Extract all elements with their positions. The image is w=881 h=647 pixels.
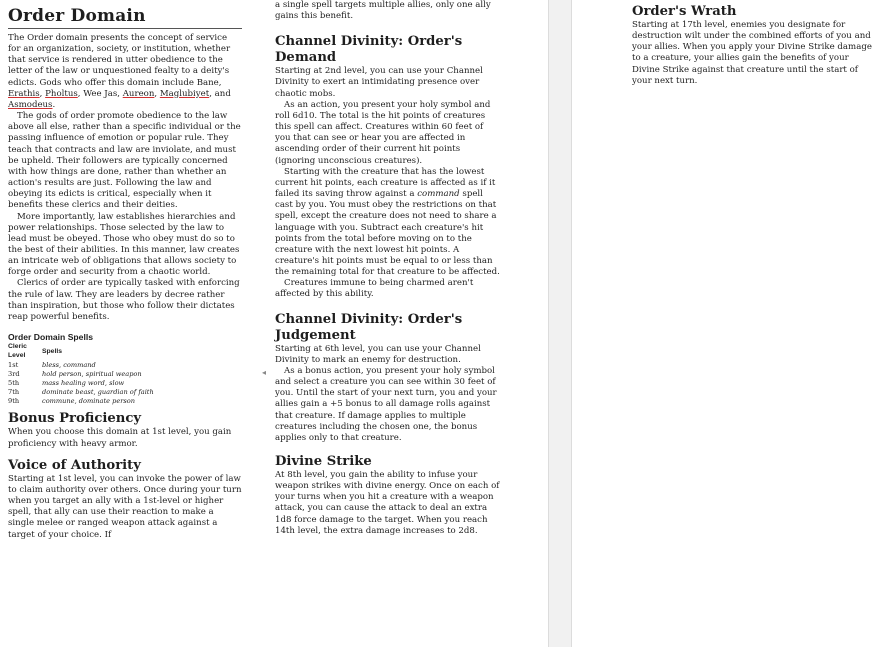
col-header-spells: Spells xyxy=(42,347,63,355)
text-cursor-marker: ◂ xyxy=(262,368,267,377)
section-heading-orders-judgement: Channel Divinity: Order's Judgement xyxy=(275,311,463,343)
page-title: Order Domain xyxy=(8,6,242,29)
god-name-spellcheck: Erathis xyxy=(8,88,40,99)
spell-level: 5th xyxy=(8,378,20,387)
orders-demand-paragraph-3: Starting with the creature that has the lowest current hit points, each creature is affected as if it failed its saving throw against a command spell cast by you. You must obey the restrictions on that spell, except the creature does not need to share a language with you. Subtract each creature's hit points from the total before moving on to the creature with the next lowest hit points. A creature's hit points must be equal to or less than the remaining total for that creature to be affected. xyxy=(275,166,500,278)
section-heading-divine-strike: Divine Strike xyxy=(275,454,372,469)
spells-heading: Order Domain Spells xyxy=(8,332,94,343)
col-header-level: Cleric Level xyxy=(8,343,27,359)
spell-list: dominate beast, guardian of faith xyxy=(42,387,154,396)
table-row xyxy=(8,370,162,379)
orders-demand-paragraph-4: Creatures immune to being charmed aren't affected by this ability. xyxy=(275,278,474,300)
orders-demand-paragraph-2: As an action, you present your holy symbol and roll 6d10. The total is the hit points of creatures this spell can affect. Creatures within 60 feet of you that can see or hear you are affected in ascending order of their current hit points (ignoring unconscious creatures). xyxy=(275,99,491,166)
spell-level: 9th xyxy=(8,396,20,405)
spell-level: 3rd xyxy=(8,369,20,378)
spells-table-header xyxy=(8,343,162,361)
bonus-proficiency-text: When you choose this domain at 1st level, you gain proficiency with heavy armor. xyxy=(8,427,232,449)
page-gutter xyxy=(548,0,572,647)
column-2 xyxy=(275,0,501,537)
divine-strike-text: At 8th level, you gain the ability to infuse your weapon strikes with divine energy. Once on each of your turns when you hit a creature with a weapon attack, you can cause the attack to deal an extra 1d8 force damage to the target. When you reach 14th level, the extra damage increases to 2d8. xyxy=(275,470,500,536)
column-3 xyxy=(632,0,872,87)
section-heading-voice-of-authority: Voice of Authority xyxy=(8,457,141,473)
god-name-spellcheck: Maglubiyet xyxy=(159,88,210,99)
table-row xyxy=(8,397,162,406)
voice-of-authority-text: Starting at 1st level, you can invoke the power of law to claim authority over others. Once during your turn when you target an ally with a 1st-level or higher spell, that ally can use their reaction to make a single melee or ranged weapon attack against a target of your choice. If xyxy=(8,473,242,540)
intro-paragraph-1: The Order domain presents the concept of service for an organization, society, or institution, whether that service is rendered in utter obedience to the letter of the law or unquestioned fealty to a deity's edicts. Gods who offer this domain include Bane, Erathis, Pholtus, Wee Jas, Aureon, Maglubiyet, and Asmodeus. xyxy=(8,33,231,110)
section-heading-bonus-proficiency: Bonus Proficiency xyxy=(8,411,142,427)
table-row xyxy=(8,388,162,397)
orders-judgement-paragraph-1: Starting at 6th level, you can use your Channel Divinity to mark an enemy for destruction. xyxy=(275,343,481,365)
table-row xyxy=(8,379,162,388)
spell-list: mass healing word, slow xyxy=(42,378,125,387)
spells-table xyxy=(8,343,162,405)
intro-paragraph-2: The gods of order promote obedience to the law above all else, rather than a specific individual or the passing influence of emotion or popular rule. They teach that contracts and law are inviolate, and must be upheld. Their followers are typically concerned with how things are done, rather than whether an action's results are just. Following the law and obeying its edicts is critical, especially when it benefits these clerics and their deities. xyxy=(8,111,241,211)
god-name-spellcheck: Asmodeus xyxy=(8,99,53,110)
spell-list: hold person, spiritual weapon xyxy=(42,369,142,378)
god-name-spellcheck: Pholtus xyxy=(45,88,78,99)
spell-level: 7th xyxy=(8,387,20,396)
spell-list: commune, dominate person xyxy=(42,396,136,405)
section-heading-orders-demand: Channel Divinity: Order's Demand xyxy=(275,34,463,66)
column-1 xyxy=(8,0,242,541)
continued-text: a single spell targets multiple allies, only one ally gains this benefit. xyxy=(275,0,491,22)
intro-paragraph-3: More importantly, law establishes hierarchies and power relationships. Those selected by the law to lead must be obeyed. Those who obey must do so to the best of their abilities. In this manner, law creates an intricate web of obligations that allows society to forge order and security from a chaotic world. xyxy=(8,211,240,278)
orders-demand-paragraph-1: Starting at 2nd level, you can use your Channel Divinity to exert an intimidating presence over chaotic mobs. xyxy=(275,66,483,99)
spell-list: bless, command xyxy=(42,360,96,369)
orders-judgement-paragraph-2: As a bonus action, you present your holy symbol and select a creature you can see within 30 feet of you. Until the start of your next turn, you and your allies gain a +5 bonus to all damage rolls against that creature. If damage applies to multiple creatures including the chosen one, the bonus applies only to that creature. xyxy=(275,365,497,443)
god-name: Wee Jas xyxy=(83,88,118,99)
orders-wrath-text: Starting at 17th level, enemies you designate for destruction wilt under the combined efforts of you and your allies. When you apply your Divine Strike damage to a creature, your allies gain the benefits of your Divine Strike against that creature until the start of your next turn. xyxy=(632,20,872,86)
section-heading-orders-wrath: Order's Wrath xyxy=(632,4,737,19)
intro-paragraph-4: Clerics of order are typically tasked with enforcing the rule of law. They are leaders by decree rather than inspiration, but those who follow their dictates reap powerful benefits. xyxy=(8,278,240,322)
table-row xyxy=(8,361,162,370)
document-page-2 xyxy=(572,0,881,647)
god-name-spellcheck: Aureon xyxy=(122,88,155,99)
spell-level: 1st xyxy=(8,360,19,369)
